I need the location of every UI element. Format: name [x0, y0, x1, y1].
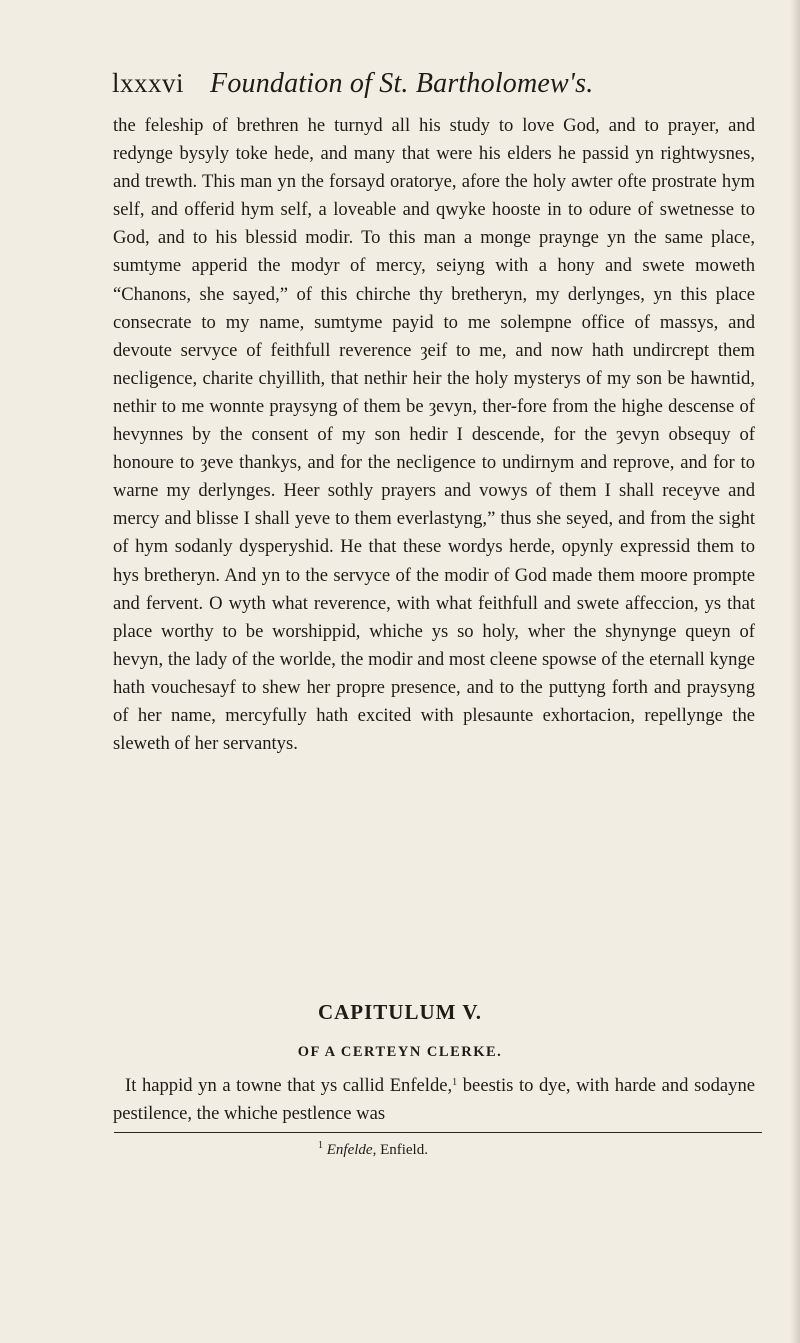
footnote [318, 1140, 428, 1160]
chapter-subheading: OF A CERTEYN CLERKE. [297, 1044, 503, 1060]
page-header [112, 68, 672, 108]
chapter-text-part-1: It happid yn a towne that ys callid Enfelde, [125, 1075, 453, 1096]
chapter-heading: CAPITULUM V. [317, 1000, 483, 1024]
running-title: Foundation of St. Bartholomew's. [210, 68, 594, 99]
chapter-text-part-2: beestis to dye, with harde and sodayne pestilence, the whiche pestlence was [113, 1075, 755, 1125]
footnote-term: Enfelde [326, 1142, 373, 1158]
footnote-gloss: , Enfield. [372, 1142, 428, 1158]
chapter-opening-paragraph [113, 1072, 755, 1128]
page-number: lxxxvi [112, 68, 185, 98]
footnote-divider [114, 1132, 762, 1133]
footnote-reference: 1 [452, 1077, 458, 1088]
footnote-marker: 1 [318, 1140, 323, 1151]
body-paragraph: the feleship of brethren he turnyd all his study to love God, and to prayer, and redynge bysyly toke hede, and many that were his elders he passid yn rightwysnes, and trewth. This man yn the forsayd oratorye, afore the holy awter ofte prostrate hym self, and offerid hym self, a loveable and qwyke hooste in to odure of swetnesse to God, and to his blessid modir. To this man a monge praynge yn the same place, sumtyme apperid the modyr of mercy, seiyng with a hony and swete moweth “Chanons, she sayed,” of this chirche thy bretheryn, my derlynges, yn this place consecrate to my name, sumtyme payid to me solempne office of massys, and devoute servyce of feithfull reverence ȝeif to me, and now hath undircrept them necligence, charite chyillith, that nethir heir the holy mysterys of my son be hawntid, nethir to me wonnte praysyng of them be ȝevyn, ther-fore from the highe descense of hevynnes by the consent of my son hedir I descende, for the ȝevyn obsequy of honoure to ȝeve thankys, and for the necligence to undirnym and reprove, and for to warne my derlynges. Heer sothly prayers and vowys of them I shall receyve and mercy and blisse I shall yeve to them everlastyng,” thus she seyed, and from the sight of hym sodanly dysperyshid. He that these wordys herde, opynly expressid them to hys bretheryn. And yn to the servyce of the modir of God made them moore prompte and fervent. O wyth what reverence, with what feithfull and swete affeccion, ys that place worthy to be worshippid, whiche ys so holy, wher the shynynge queyn of hevyn, the lady of the worlde, the modir and most cleene spowse of the eternall kynge hath vouchesayf to shew her propre presence, and to the puttyng forth and praysyng of her name, mercyfully hath excited with plesaunte exhortacion, repellynge the sleweth of her servantys. [113, 115, 755, 755]
page-edge-shadow [790, 0, 800, 1343]
